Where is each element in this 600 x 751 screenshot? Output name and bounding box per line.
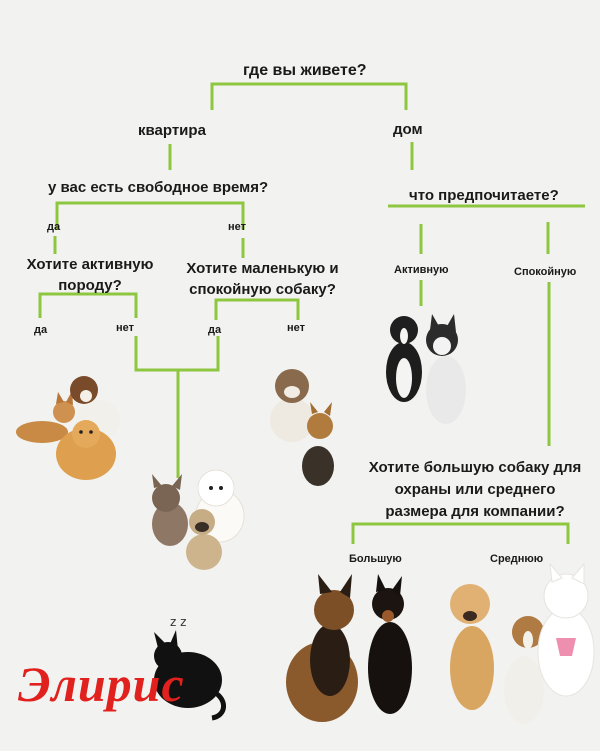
connector-big-medium	[353, 524, 568, 544]
dog-doberman	[368, 574, 412, 714]
dog-beagle	[504, 616, 544, 724]
option-big: Большую	[349, 553, 402, 565]
option-no-2: нет	[116, 322, 135, 334]
option-medium: Среднюю	[490, 553, 544, 565]
dog-samoyed	[538, 564, 594, 696]
question-big-medium-line-1: Хотите большую собаку для	[368, 459, 582, 476]
option-active: Активную	[394, 264, 449, 276]
question-small-calm	[185, 260, 340, 298]
question-big-medium-line-3: размера для компании?	[385, 503, 565, 520]
question-active-breed-line-1: Хотите активную	[26, 256, 154, 273]
connector-small-calm	[216, 300, 298, 320]
svg-text:z z: z z	[170, 615, 187, 629]
dog-german-shepherd	[286, 574, 358, 722]
option-yes-3: да	[208, 324, 222, 336]
question-prefer: что предпочитаете?	[409, 187, 559, 204]
connector-free-time	[57, 203, 243, 230]
option-house: дом	[393, 121, 423, 138]
option-apartment: квартира	[138, 122, 206, 139]
option-no-3: нет	[287, 322, 306, 334]
question-small-calm-line-1: Хотите маленькую и	[186, 260, 339, 277]
dog-shih-tzu	[270, 369, 314, 442]
logo-text: Элирис	[18, 656, 185, 712]
dog-french-bulldog	[152, 474, 188, 546]
option-yes-1: да	[47, 221, 61, 233]
dog-border-collie	[386, 316, 422, 402]
question-where-live: где вы живете?	[243, 62, 367, 79]
connector-top	[212, 84, 406, 110]
question-small-calm-line-2: спокойную собаку?	[189, 281, 336, 298]
question-free-time: у вас есть свободное время?	[48, 179, 269, 196]
question-active-breed	[20, 256, 160, 294]
option-yes-2: да	[34, 324, 48, 336]
connector-active-breed	[40, 294, 136, 318]
dog-golden-retriever	[450, 584, 494, 710]
option-calm: Спокойную	[514, 266, 577, 278]
dog-husky	[426, 314, 466, 424]
option-no-1: нет	[228, 221, 247, 233]
connector-join	[136, 336, 218, 370]
question-active-breed-line-2: породу?	[58, 277, 122, 294]
question-big-medium-line-2: охраны или среднего	[394, 481, 556, 498]
question-big-medium	[363, 457, 587, 523]
